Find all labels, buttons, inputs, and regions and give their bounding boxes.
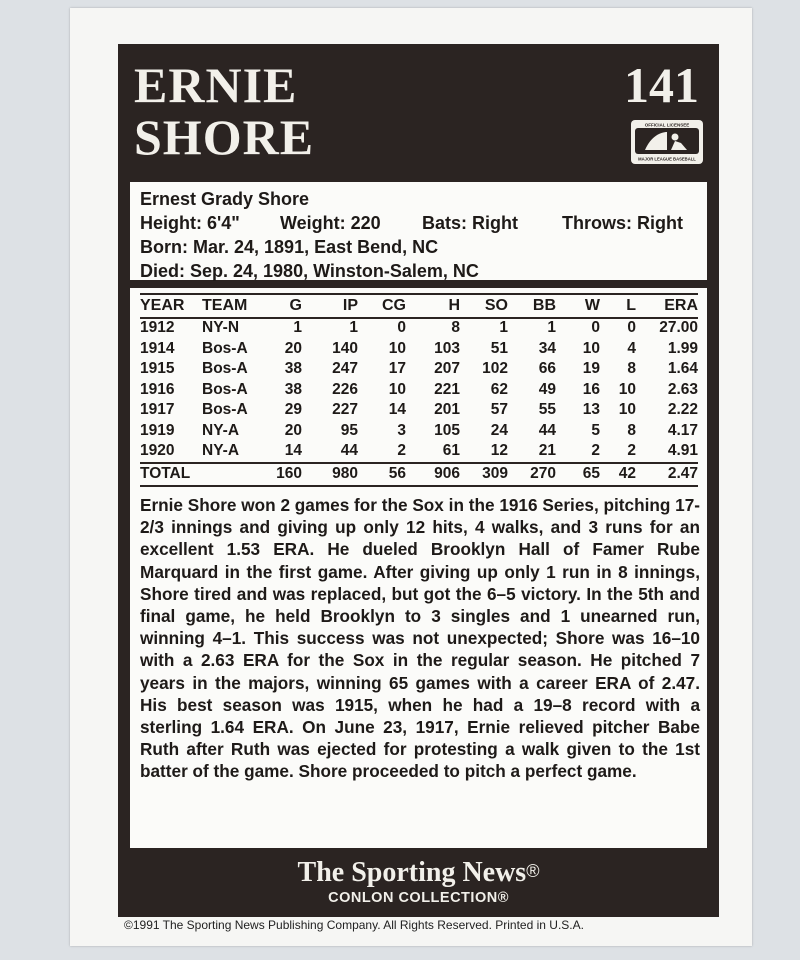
stats-header-row bbox=[140, 294, 698, 318]
stat-cell-h: 61 bbox=[442, 442, 460, 460]
logo-bottom-text: MAJOR LEAGUE BASEBALL bbox=[638, 156, 696, 162]
stats-row-1912 bbox=[140, 318, 698, 339]
total-cell-era: 2.47 bbox=[667, 464, 698, 482]
stats-row-1914 bbox=[140, 339, 698, 360]
stat-cell-team: NY-N bbox=[202, 319, 240, 337]
stat-cell-g: 1 bbox=[293, 319, 302, 337]
stats-row-1917 bbox=[140, 400, 698, 421]
stat-cell-cg: 0 bbox=[397, 319, 406, 337]
stat-cell-year: 1912 bbox=[140, 319, 175, 337]
player-name bbox=[134, 57, 315, 165]
card-frame bbox=[118, 44, 719, 917]
player-first-name: ERNIE bbox=[134, 57, 298, 113]
total-cell-bb: 270 bbox=[530, 464, 556, 482]
stat-cell-so: 12 bbox=[490, 442, 508, 460]
stat-cell-cg: 3 bbox=[397, 421, 406, 439]
bio-born-row bbox=[140, 235, 697, 259]
stat-cell-w: 13 bbox=[582, 401, 600, 419]
col-header-bb: BB bbox=[532, 297, 556, 314]
stat-cell-w: 0 bbox=[591, 319, 600, 337]
stat-cell-bb: 21 bbox=[538, 442, 556, 460]
died-field: Died: Sep. 24, 1980, Winston-Salem, NC bbox=[140, 261, 479, 281]
table-top-rule bbox=[140, 293, 698, 295]
col-header-so: SO bbox=[484, 297, 508, 314]
conlon-collection-label bbox=[118, 890, 719, 906]
stat-cell-cg: 14 bbox=[388, 401, 406, 419]
col-header-ip: IP bbox=[342, 297, 358, 314]
total-cell-team bbox=[202, 462, 264, 486]
stat-cell-w: 2 bbox=[591, 442, 600, 460]
baseball-card-back bbox=[70, 8, 752, 946]
stat-cell-bb: 49 bbox=[538, 380, 556, 398]
total-cell-h: 906 bbox=[434, 464, 460, 482]
stat-cell-h: 207 bbox=[434, 360, 460, 378]
col-header-g: G bbox=[289, 297, 302, 314]
collection-registered-mark: ® bbox=[497, 890, 509, 906]
total-cell-cg: 56 bbox=[388, 464, 406, 482]
stat-cell-ip: 227 bbox=[332, 401, 358, 419]
stat-cell-so: 51 bbox=[490, 339, 508, 357]
stat-cell-cg: 17 bbox=[388, 360, 406, 378]
stat-cell-year: 1914 bbox=[140, 339, 175, 357]
stat-cell-g: 38 bbox=[284, 380, 302, 398]
stat-cell-bb: 66 bbox=[538, 360, 556, 378]
stat-cell-year: 1915 bbox=[140, 360, 175, 378]
stat-cell-l: 8 bbox=[627, 360, 636, 378]
stat-cell-team: NY-A bbox=[202, 421, 240, 439]
collection-name: CONLON COLLECTION bbox=[328, 890, 498, 906]
copyright-notice: ©1991 The Sporting News Publishing Company. All Rights Reserved. Printed in U.S.A. bbox=[124, 918, 584, 932]
stat-cell-era: 1.99 bbox=[667, 339, 698, 357]
stats-row-1915 bbox=[140, 359, 698, 380]
total-cell-g: 160 bbox=[276, 464, 302, 482]
stat-cell-g: 29 bbox=[284, 401, 302, 419]
bio-panel bbox=[130, 182, 707, 280]
stat-cell-cg: 10 bbox=[388, 339, 406, 357]
stat-cell-l: 8 bbox=[627, 421, 636, 439]
stat-cell-h: 103 bbox=[434, 339, 460, 357]
stats-row-1920 bbox=[140, 441, 698, 462]
pitching-stats-table bbox=[140, 294, 698, 486]
stat-cell-l: 0 bbox=[627, 319, 636, 337]
stat-cell-l: 2 bbox=[627, 442, 636, 460]
bio-measurements-row bbox=[140, 211, 697, 235]
stat-cell-so: 1 bbox=[499, 319, 508, 337]
total-cell-w: 65 bbox=[582, 464, 600, 482]
stat-cell-era: 4.91 bbox=[667, 442, 698, 460]
throws-field: Throws: Right bbox=[562, 213, 683, 233]
col-header-h: H bbox=[448, 297, 460, 314]
stats-total-row bbox=[140, 462, 698, 486]
bats-field: Bats: Right bbox=[422, 213, 518, 233]
col-header-era: ERA bbox=[664, 297, 698, 314]
stat-cell-l: 10 bbox=[618, 380, 636, 398]
stat-cell-h: 221 bbox=[434, 380, 460, 398]
stat-cell-year: 1920 bbox=[140, 442, 175, 460]
stat-cell-year: 1916 bbox=[140, 380, 175, 398]
stat-cell-w: 5 bbox=[591, 421, 600, 439]
stat-cell-ip: 1 bbox=[349, 319, 358, 337]
stat-cell-bb: 34 bbox=[538, 339, 556, 357]
career-summary-text: Ernie Shore won 2 games for the Sox in the 1916 Series, pitching 17-2/3 innings and giving up only 12 hits, 4 walks, and 3 runs for an excellent 1.53 ERA. He dueled Brooklyn Hall of Famer Rube Marquard in the first game. After giving up only 1 run in 8 innings, Shore tired and was replaced, but got the 6–5 victory. In the 5th and final game, he held Brooklyn to 3 singles and 1 unearned run, winning 4–1. This success was not unexpected; Shore was 16–10 with a 2.63 ERA for the Sox in the regular season. He pitched 7 years in the majors, winning 65 games with a career ERA of 2.47. His best season was 1915, when he had a 19–8 record with a sterling 1.64 ERA. On June 23, 1917, Ernie relieved pitcher Babe Ruth after Ruth was ejected for protesting a walk given to the 1st batter of the game. Shore proceeded to pitch a perfect game. bbox=[140, 495, 700, 782]
bio-full-name-row bbox=[140, 187, 697, 211]
total-cell-year: TOTAL bbox=[140, 464, 191, 482]
stat-cell-team: Bos-A bbox=[202, 360, 248, 378]
born-field: Born: Mar. 24, 1891, East Bend, NC bbox=[140, 237, 439, 257]
stat-cell-team: Bos-A bbox=[202, 401, 248, 419]
col-header-l: L bbox=[626, 297, 636, 314]
stat-cell-team: NY-A bbox=[202, 442, 240, 460]
stat-cell-h: 201 bbox=[434, 401, 460, 419]
stat-cell-ip: 95 bbox=[340, 421, 358, 439]
stat-cell-g: 38 bbox=[284, 360, 302, 378]
height-field: Height: 6'4" bbox=[140, 213, 240, 233]
stat-cell-era: 2.22 bbox=[667, 401, 698, 419]
logo-top-text: OFFICIAL LICENSEE bbox=[644, 122, 690, 128]
total-cell-so: 309 bbox=[482, 464, 508, 482]
stat-cell-g: 20 bbox=[284, 421, 302, 439]
stats-body bbox=[140, 318, 698, 462]
stat-cell-so: 102 bbox=[482, 360, 508, 378]
stat-cell-team: Bos-A bbox=[202, 339, 248, 357]
stat-cell-bb: 1 bbox=[547, 319, 556, 337]
stat-cell-year: 1919 bbox=[140, 421, 175, 439]
stat-cell-so: 24 bbox=[490, 421, 508, 439]
total-cell-l: 42 bbox=[618, 464, 636, 482]
full-name: Ernest Grady Shore bbox=[140, 189, 310, 209]
stat-cell-era: 1.64 bbox=[667, 360, 698, 378]
stat-cell-so: 62 bbox=[490, 380, 508, 398]
stat-cell-team: Bos-A bbox=[202, 380, 248, 398]
bio-died-row bbox=[140, 259, 697, 283]
stat-cell-w: 16 bbox=[582, 380, 600, 398]
stat-cell-l: 10 bbox=[618, 401, 636, 419]
stats-row-1916 bbox=[140, 380, 698, 401]
sporting-news-logo bbox=[118, 856, 719, 888]
stat-cell-so: 57 bbox=[490, 401, 508, 419]
stat-cell-g: 14 bbox=[284, 442, 302, 460]
stat-cell-ip: 44 bbox=[340, 442, 358, 460]
player-last-name: SHORE bbox=[134, 109, 315, 165]
stat-cell-era: 4.17 bbox=[667, 421, 698, 439]
sporting-news-brand: The Sporting News bbox=[297, 857, 527, 888]
table-header-rule bbox=[140, 317, 698, 319]
col-header-w: W bbox=[584, 297, 600, 314]
col-header-team: TEAM bbox=[202, 297, 248, 314]
stat-cell-cg: 10 bbox=[388, 380, 406, 398]
weight-field: Weight: 220 bbox=[280, 213, 381, 233]
stat-cell-bb: 44 bbox=[538, 421, 556, 439]
stat-cell-ip: 226 bbox=[332, 380, 358, 398]
stat-cell-ip: 247 bbox=[332, 360, 358, 378]
stat-cell-era: 2.63 bbox=[667, 380, 698, 398]
stat-cell-w: 19 bbox=[582, 360, 600, 378]
stat-cell-bb: 55 bbox=[538, 401, 556, 419]
stat-cell-h: 8 bbox=[451, 319, 460, 337]
stat-cell-w: 10 bbox=[582, 339, 600, 357]
stat-cell-g: 20 bbox=[284, 339, 302, 357]
mlb-official-licensee-logo-icon bbox=[631, 120, 703, 164]
brand-registered-mark: ® bbox=[526, 861, 540, 881]
col-header-year: YEAR bbox=[140, 297, 185, 314]
card-number: 141 bbox=[624, 57, 699, 113]
stats-row-1919 bbox=[140, 421, 698, 442]
stat-cell-year: 1917 bbox=[140, 401, 175, 419]
stat-cell-ip: 140 bbox=[332, 339, 358, 357]
col-header-cg: CG bbox=[382, 297, 406, 314]
stat-cell-l: 4 bbox=[627, 339, 636, 357]
table-total-rule bbox=[140, 462, 698, 464]
table-bottom-rule bbox=[140, 485, 698, 487]
stats-panel bbox=[130, 288, 707, 848]
stat-cell-era: 27.00 bbox=[659, 319, 698, 337]
stat-cell-h: 105 bbox=[434, 421, 460, 439]
stat-cell-cg: 2 bbox=[397, 442, 406, 460]
total-cell-ip: 980 bbox=[332, 464, 358, 482]
